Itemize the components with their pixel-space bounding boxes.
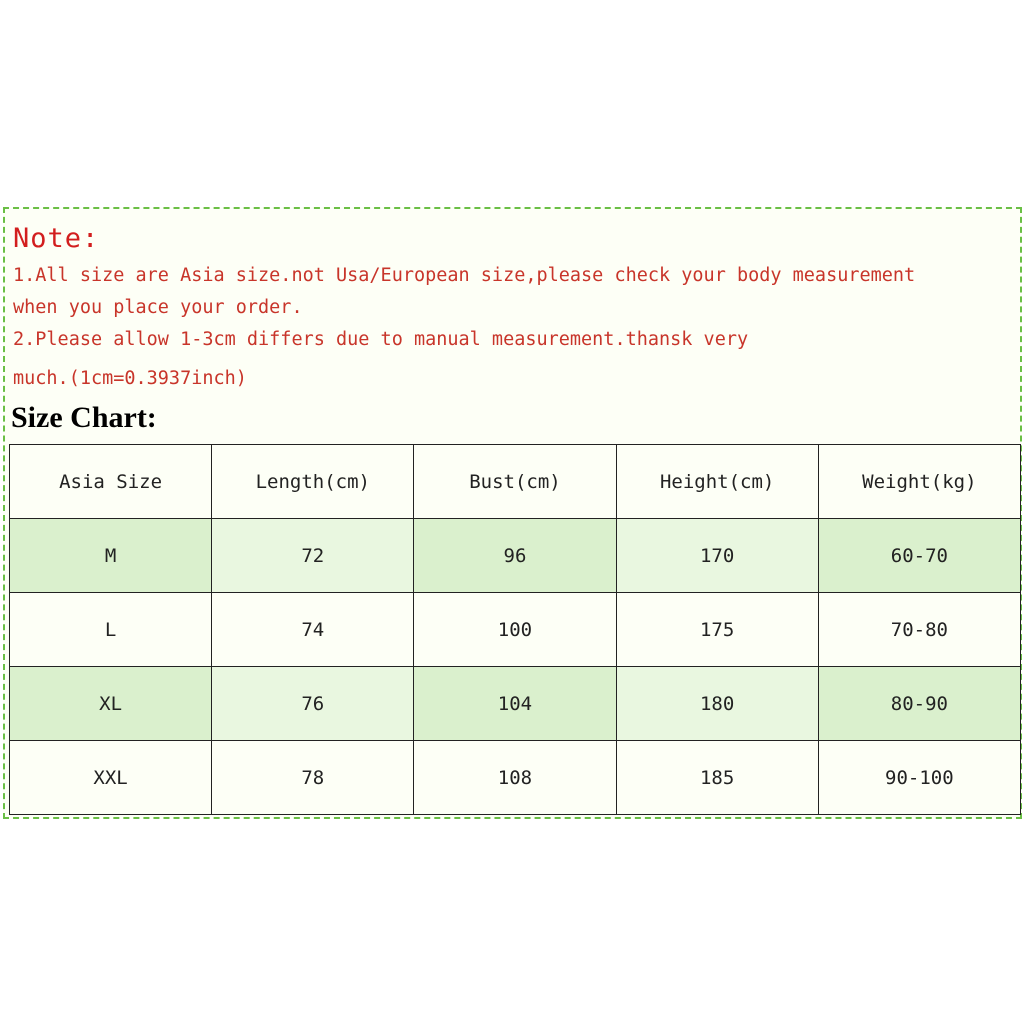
note-line-2: when you place your order. (13, 297, 303, 318)
note-line-4: much.(1cm=0.3937inch) (13, 368, 247, 389)
size-chart-panel (3, 207, 1022, 819)
cell-bust: 100 (414, 593, 616, 667)
cell-size: L (10, 593, 212, 667)
cell-weight: 60-70 (818, 519, 1020, 593)
size-table (9, 444, 1021, 815)
table-row (10, 667, 1021, 741)
cell-size: XL (10, 667, 212, 741)
cell-weight: 90-100 (818, 741, 1020, 815)
cell-size: XXL (10, 741, 212, 815)
cell-length: 76 (212, 667, 414, 741)
note-line-3: 2.Please allow 1-3cm differs due to manual measurement.thansk very (13, 329, 749, 350)
cell-height: 170 (616, 519, 818, 593)
note-title: Note: (13, 223, 100, 254)
cell-bust: 104 (414, 667, 616, 741)
cell-bust: 108 (414, 741, 616, 815)
cell-length: 72 (212, 519, 414, 593)
cell-height: 180 (616, 667, 818, 741)
note-line-1: 1.All size are Asia size.not Usa/European size,please check your body measurement (13, 265, 916, 286)
table-row (10, 593, 1021, 667)
cell-weight: 80-90 (818, 667, 1020, 741)
table-row (10, 741, 1021, 815)
header-height: Height(cm) (616, 445, 818, 519)
cell-height: 175 (616, 593, 818, 667)
cell-height: 185 (616, 741, 818, 815)
table-header-row (10, 445, 1021, 519)
header-bust: Bust(cm) (414, 445, 616, 519)
cell-weight: 70-80 (818, 593, 1020, 667)
table-row (10, 519, 1021, 593)
cell-length: 74 (212, 593, 414, 667)
header-length: Length(cm) (212, 445, 414, 519)
cell-length: 78 (212, 741, 414, 815)
header-weight: Weight(kg) (818, 445, 1020, 519)
cell-bust: 96 (414, 519, 616, 593)
header-asia-size: Asia Size (10, 445, 212, 519)
size-chart-title: Size Chart: (11, 401, 157, 434)
cell-size: M (10, 519, 212, 593)
